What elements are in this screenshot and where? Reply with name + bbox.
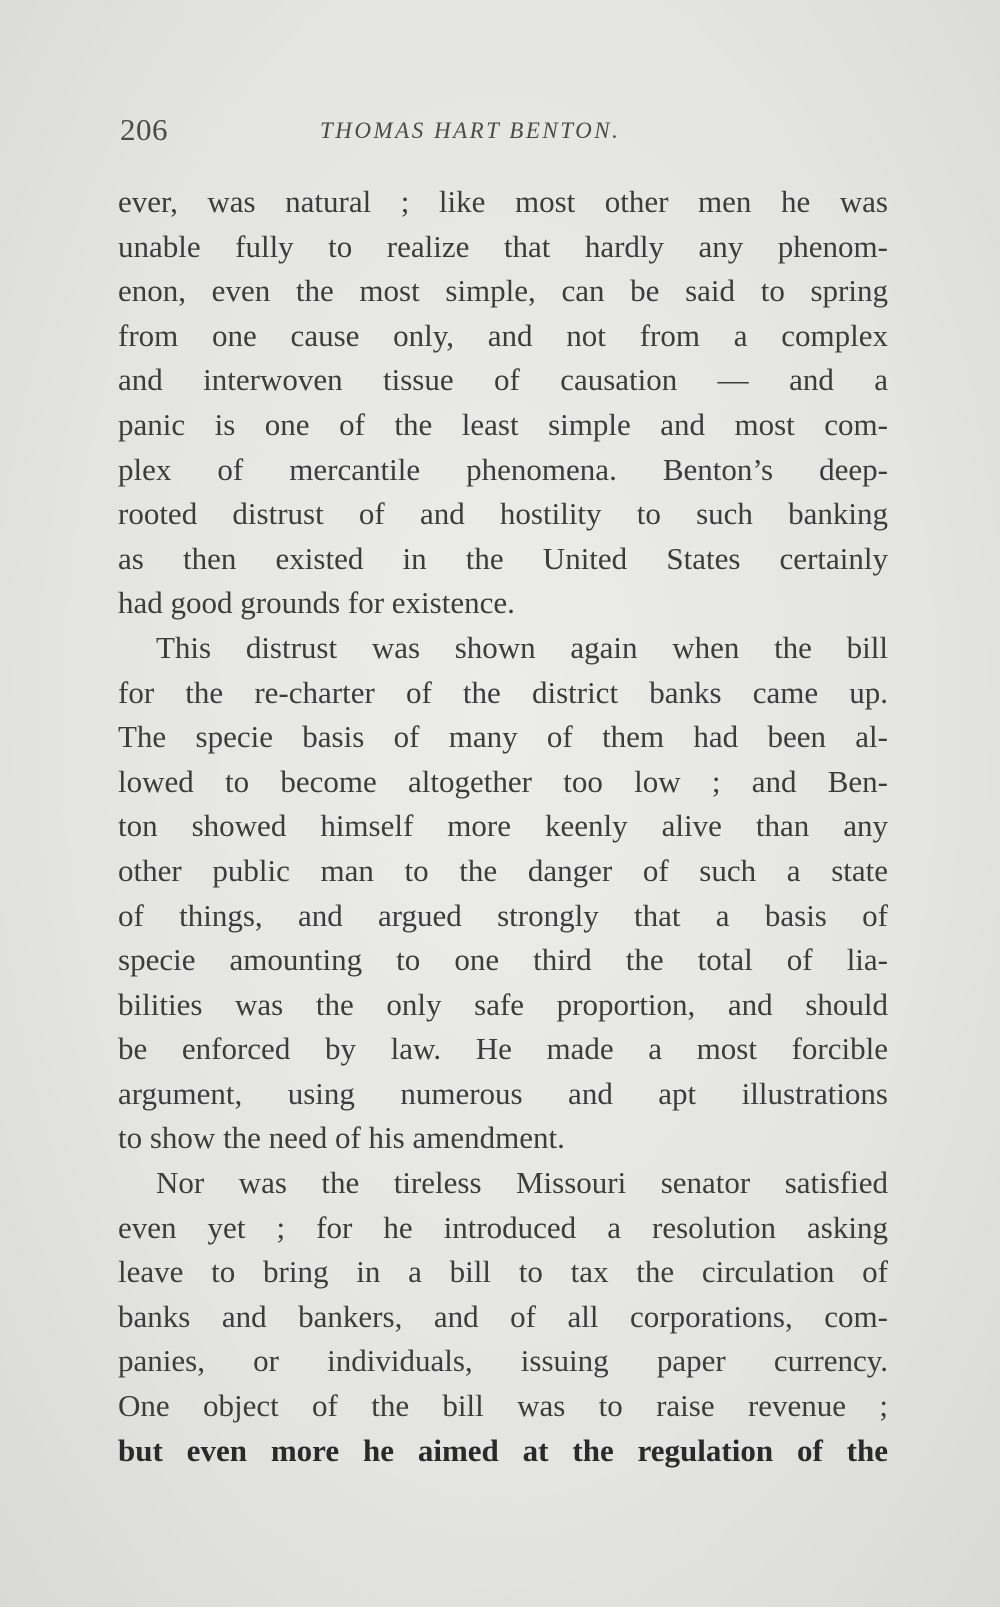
text-line: of things, and argued strongly that a basis of xyxy=(118,897,888,933)
text-line: be enforced by law. He made a most forcible xyxy=(118,1031,888,1067)
text-line: plex of mercantile phenomena. Benton’s deep- xyxy=(118,451,888,487)
text-line: to show the need of his amendment. xyxy=(118,1120,565,1156)
text-line: rooted distrust of and hostility to such banking xyxy=(118,496,888,532)
paragraph xyxy=(118,626,888,1161)
text-line: One object of the bill was to raise revenue ; xyxy=(118,1388,888,1424)
text-line: from one cause only, and not from a complex xyxy=(118,317,888,353)
text-line: unable fully to realize that hardly any phenom- xyxy=(118,228,888,264)
text-line: but even more he aimed at the regulation of the xyxy=(118,1432,888,1468)
text-line: The specie basis of many of them had been al- xyxy=(118,719,888,755)
text-line: leave to bring in a bill to tax the circulation of xyxy=(118,1254,888,1290)
page-number: 206 xyxy=(120,112,168,147)
running-head: THOMAS HART BENTON. xyxy=(320,118,621,143)
text-line: bilities was the only safe proportion, and should xyxy=(118,986,888,1022)
text-line: specie amounting to one third the total of lia- xyxy=(118,942,888,978)
text-line: enon, even the most simple, can be said to spring xyxy=(118,273,888,309)
page-header xyxy=(120,112,890,152)
text-line: panies, or individuals, issuing paper currency. xyxy=(118,1343,888,1379)
text-line: for the re-charter of the district banks came up. xyxy=(118,674,888,710)
text-line: lowed to become altogether too low ; and Ben- xyxy=(118,763,888,799)
text-line: as then existed in the United States certainly xyxy=(118,540,888,576)
paragraph xyxy=(118,180,888,626)
text-line: and interwoven tissue of causation — and a xyxy=(118,362,888,398)
text-line: This distrust was shown again when the bill xyxy=(156,629,888,665)
text-line: panic is one of the least simple and most com- xyxy=(118,406,888,442)
text-line: argument, using numerous and apt illustrations xyxy=(118,1075,888,1111)
paragraph xyxy=(118,1161,888,1473)
text-line: banks and bankers, and of all corporations, com- xyxy=(118,1298,888,1334)
body-text xyxy=(118,180,888,1473)
text-line: ever, was natural ; like most other men he was xyxy=(118,184,888,219)
text-line: other public man to the danger of such a state xyxy=(118,852,888,888)
text-line: had good grounds for existence. xyxy=(118,585,515,621)
text-line: Nor was the tireless Missouri senator satisfied xyxy=(156,1165,888,1201)
text-line: ton showed himself more keenly alive than any xyxy=(118,808,888,844)
text-line: even yet ; for he introduced a resolution asking xyxy=(118,1209,888,1245)
